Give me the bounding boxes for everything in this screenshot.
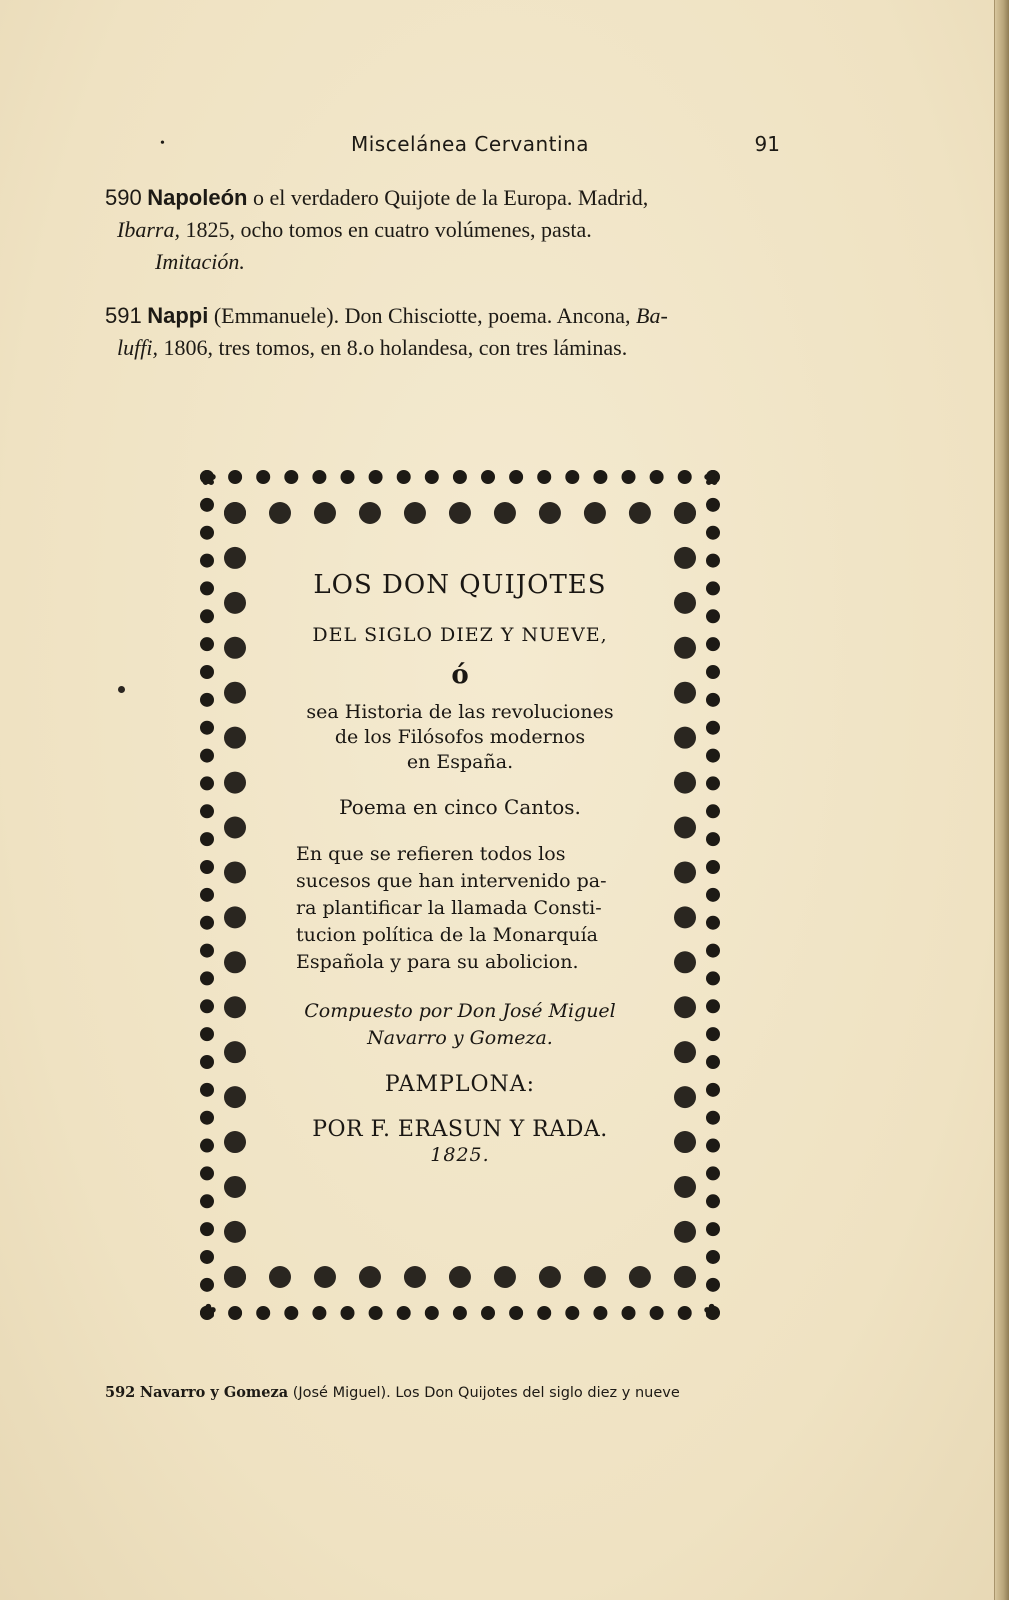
running-header — [160, 132, 780, 162]
entry-line — [105, 182, 805, 214]
plate-line: sucesos que han intervenido pa- — [296, 870, 607, 892]
entry-text: 1806, tres tomos, en 8.o holandesa, con tres láminas. — [163, 335, 628, 360]
entry-name: Nappi — [147, 303, 209, 328]
plate-genre: Poema en cinco Cantos. — [339, 795, 581, 819]
entry-text: o el verdadero Quijote de la Europa. Madrid, — [252, 185, 649, 210]
plate-line: En que se refieren todos los — [296, 843, 566, 865]
entry-number: 590 — [105, 185, 142, 210]
caption-text: (José Miguel). Los Don Quijotes del siglo diez y nueve — [292, 1385, 680, 1401]
plate-line: tucion política de la Monarquía — [296, 924, 599, 946]
entry-italic: Imitación. — [155, 249, 245, 274]
plate-line: sea Historia de las revoluciones — [306, 701, 614, 723]
plate-conjunction: ó — [451, 660, 469, 690]
plate-line: Compuesto por Don José Miguel — [304, 1000, 616, 1022]
title-page-plate — [200, 468, 720, 1323]
entry-number: 591 — [105, 303, 142, 328]
entry-591 — [105, 300, 805, 364]
plate-subtitle: DEL SIGLO DIEZ Y NUEVE, — [312, 624, 608, 646]
plate-title: LOS DON QUIJOTES — [313, 570, 607, 600]
entry-text: (Emmanuele). Don Chisciotte, poema. Ancona, — [213, 303, 631, 328]
plate-line: Navarro y Gomeza. — [367, 1027, 553, 1049]
plate-year: 1825. — [430, 1144, 490, 1166]
corner-ornament-icon: ✿ — [200, 1301, 217, 1323]
entry-590 — [105, 182, 805, 278]
margin-dot — [118, 686, 125, 693]
page-edge — [994, 0, 1009, 1600]
plate-description — [290, 700, 630, 775]
entry-text: 1825, ocho tomos en cuatro volúmenes, pasta. — [185, 217, 592, 242]
entry-italic: Ibarra, — [117, 217, 180, 242]
figure-caption — [105, 1384, 905, 1401]
entry-italic: luffi, — [117, 335, 158, 360]
corner-ornament-icon: ✿ — [703, 1301, 720, 1323]
entry-name: Napoleón — [147, 185, 248, 210]
entry-line — [105, 300, 805, 332]
entry-line — [105, 214, 805, 246]
entry-line — [105, 332, 805, 364]
caption-number: 592 — [105, 1384, 136, 1401]
plate-line: Española y para su abolicion. — [296, 951, 579, 973]
plate-city: PAMPLONA: — [384, 1072, 536, 1097]
plate-line: ra plantificar la llamada Consti- — [296, 897, 602, 919]
page-number: 91 — [754, 132, 780, 156]
corner-ornament-icon: ✿ — [703, 468, 720, 490]
plate-line: de los Filósofos modernos — [334, 726, 586, 748]
header-title: Miscelánea Cervantina — [350, 132, 590, 156]
plate-line: en España. — [406, 751, 514, 773]
plate-summary — [290, 841, 630, 976]
header-dot: • — [160, 136, 165, 151]
caption-name: Navarro y Gomeza — [139, 1384, 289, 1401]
corner-ornament-icon: ✿ — [200, 468, 217, 490]
plate-text — [290, 540, 630, 1166]
plate-author — [290, 998, 630, 1052]
entry-line — [105, 246, 805, 278]
plate-printer: POR F. ERASUN Y RADA. — [312, 1117, 608, 1142]
entry-italic: Ba- — [636, 303, 668, 328]
